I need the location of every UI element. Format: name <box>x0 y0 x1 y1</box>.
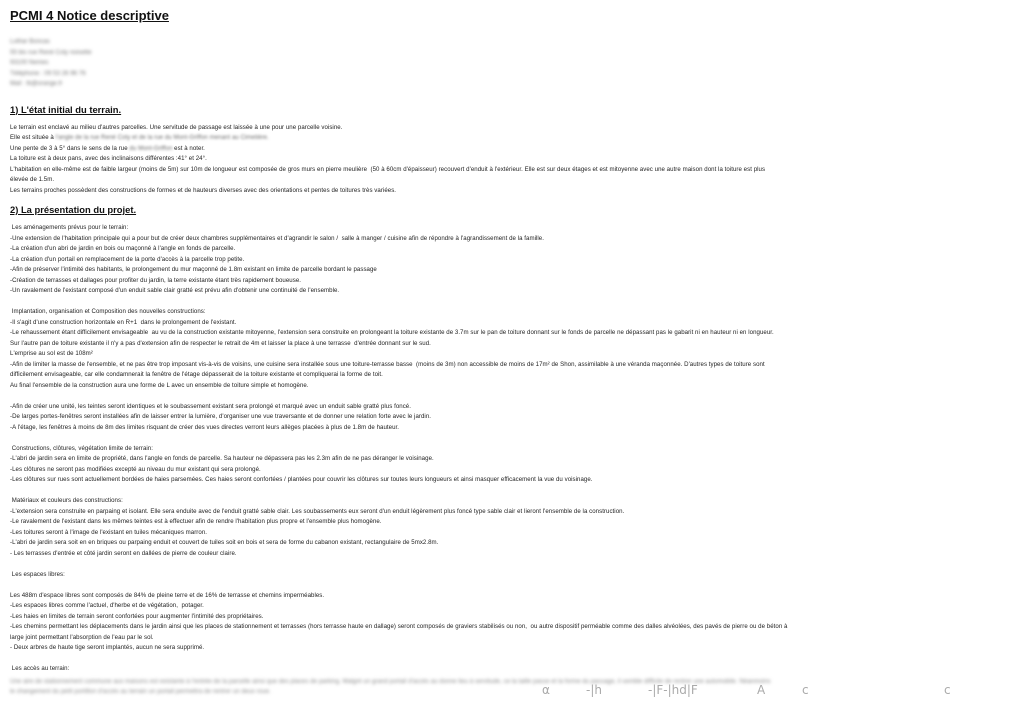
paragraph-line: -Les clôtures ne seront pas modifiées excepté au niveau du mur existant qui sera prolongé. <box>10 465 261 473</box>
paragraph-line: - Les terrasses d'entrée et côté jardin seront en dallées de pierre de couleur claire. <box>10 549 237 557</box>
paragraph-line: Les aménagements prévus pour le terrain: <box>10 224 129 231</box>
document-title: PCMI 4 Notice descriptive <box>10 8 169 23</box>
address-line: 55 bis rue René Coty noisette <box>10 48 92 56</box>
paragraph-line: -Les clôtures sur rues sont actuellement bordées de haies parsemées. Ces haies seront confortées / plantées pour couvrir les clôtures sur toutes leurs longueurs et ainsi masquer efficacement la vue du voisinage. <box>10 476 593 483</box>
paragraph-line: - Deux arbres de haute tige seront implantés, aucun ne sera supprimé. <box>10 644 205 651</box>
paragraph-line: -A l'étage, les fenêtres à moins de 8m des limites risquant de créer des vues directes verront leurs allèges placées à plus de 1.8m de hauteur. <box>10 423 400 431</box>
address-line: 93100 Nemes <box>10 59 49 66</box>
paragraph-line: -Afin de préserver l'intimité des habitants, le prolongement du mur maçonné de 1.8m existant en limite de parcelle bordant le passage <box>10 266 377 273</box>
paragraph-line: -Les chemins permettant les déplacements dans le jardin ainsi que les places de stationnement et terrasses (hors terrasse haute en dallage) seront composés de graviers stabilisés ou non, ou autre dispositif perméable comme des dalles alvéolées, des pavés de pierre ou de béton à <box>10 623 788 630</box>
paragraph-line-slope: Une pente de 3 à 5° dans le sens de la rue du Mont-Griffon est à noter. <box>10 144 1006 155</box>
paragraph-line: -Afin de limiter la masse de l'ensemble, et ne pas être trop imposant vis-à-vis de voisins, une cuisine sera installée sous une toiture-terrasse basse (moins de 3m) non accessible de moins de 17m² de Shon, assimilable à une véranda maçonnée. D'autres types de toiture sont <box>10 360 765 368</box>
paragraph-line: Les espaces libres: <box>10 570 65 578</box>
paragraph-gap <box>10 297 1006 308</box>
paragraph-line: -L'extension sera construite en parpaing et isolant. Elle sera enduite avec de l'enduit gratté sable clair. Les soubassements eux seront d'un enduit légèrement plus foncé type sable clair et lieront l'ensemble de la construction. <box>10 507 625 515</box>
paragraph-line: -L'abri de jardin sera soit en en briques ou parpaing enduit et couvert de tuiles soit en bois et sera de forme du cabanon existant, rectangulaire de 5mx2.8m. <box>10 539 439 546</box>
paragraph-line: L'emprise au sol est de 108m² <box>10 350 93 357</box>
blurred-line: le changement du petit portillon d'accès au terrain un portail permettra de rentrer un deux roue. <box>10 688 271 695</box>
paragraph-line: -Le rehaussement étant difficilement envisageable au vu de la construction existante mitoyenne, l'extension sera construite en prolongeant la toiture existante de 3.7m sur le pan de toiture donnant sur le fonds de parcelle ne dépassant pas le gabarit ni en hauteur ni en longueur. <box>10 329 774 336</box>
blurred-line: Une aire de stationnement commune aux maisons est existante à l'entrée de la parcelle ainsi que des places de parking. Malgré un grand portail d'accès au donne lieu à servitude, ce la taille passe et la forme du passage, il semble difficile de rentrer une automobile. Néanmoins <box>10 677 771 685</box>
paragraph-line: -Il s'agit d'une construction horizontale en R+1 dans le prolongement de l'existant. <box>10 318 237 326</box>
document-page <box>10 8 1006 698</box>
blurred-footer <box>10 677 1006 698</box>
paragraph-line: -La création d'un abri de jardin en bois ou maçonné à l'angle en fonds de parcelle. <box>10 245 236 252</box>
paragraph-line: Sur l'autre pan de toiture existante il n'y a pas d'extension afin de respecter le retrait de 4m et laisser la place à une terrasse d'entrée donnant sur le sud. <box>10 339 431 347</box>
overlay-glyph: c <box>944 683 951 697</box>
paragraph-line: -Les espaces libres comme l'actuel, d'herbe et de végétation, potager. <box>10 602 204 609</box>
paragraph-line: élevée de 1.5m. <box>10 176 55 183</box>
paragraph-line: L'habitation en elle-même est de faible largeur (moins de 5m) sur 10m de longueur est composée de gros murs en pierre meulière (50 à 60cm d'épaisseur) recouvert d'enduit à l'extérieur. Elle est sur deux étages et est mitoyenne avec une autre maison dont la toiture est plus <box>10 165 766 173</box>
paragraph-line: La toiture est à deux pans, avec des inclinaisons différentes :41° et 24°. <box>10 155 207 162</box>
paragraph-line: -Création de terrasses et dallages pour profiter du jardin, la terre existante étant très rapidement boueuse. <box>10 276 301 284</box>
paragraph-line-location <box>10 133 1006 144</box>
overlay-glyph: A <box>757 683 766 697</box>
paragraph-line-text: Une pente de 3 à 5° dans le sens de la rue <box>10 144 128 152</box>
address-line: Téléphone : 09 53 26 96 76 <box>10 69 86 77</box>
redacted-location: l'angle de la rue René Coty et de la rue du Mont-Griffon menant au Cimetière. <box>55 134 269 141</box>
paragraph-line: difficilement envisageable, car elle condamnerait la fenêtre de l'étage dépasserait de la toiture existante et compliquerai la forme de toit. <box>10 371 383 378</box>
paragraph-line: Les 488m d'espace libres sont composés de 84% de pleine terre et de 16% de terrasse et chemins imperméables. <box>10 591 325 599</box>
paragraph-gap <box>10 391 1006 402</box>
paragraph-line: -Afin de créer une unité, les teintes seront identiques et le soubassement existant sera prolongé et marqué avec un enduit sable gratté plus foncé. <box>10 402 411 410</box>
paragraph-line: large joint permettant l'absorption de l'eau par le sol. <box>10 633 154 641</box>
paragraph-line: -Une extension de l'habitation principale qui a pour but de créer deux chambres supplémentaires et d'agrandir le salon / salle à manger / cuisine afin de répondre à l'agrandissement de la famille. <box>10 234 544 242</box>
section-project-body <box>10 223 1006 675</box>
paragraph-line-text: Elle est située à <box>10 134 54 141</box>
redacted-street: du Mont-Griffon <box>129 144 173 152</box>
address-block <box>10 37 1006 90</box>
section-heading-initial-state: 1) L'état initial du terrain. <box>10 103 122 115</box>
paragraph-line: Au final l'ensemble de la construction aura une forme de L avec un ensemble de toiture simple et homogène. <box>10 381 309 389</box>
paragraph-line: Les terrains proches possèdent des constructions de formes et de hauteurs diverses avec des orientations et pentes de toitures très variées. <box>10 186 397 194</box>
section-initial-state-body <box>10 123 1006 197</box>
section-heading-project: 2) La présentation du projet. <box>10 204 137 215</box>
paragraph-line: Les accès au terrain: <box>10 665 70 672</box>
paragraph-gap <box>10 654 1006 665</box>
paragraph-line: -Les haies en limites de terrain seront confortées pour augmenter l'intimité des propriétaires. <box>10 612 264 620</box>
address-line: Mail : lb@orange.fr <box>10 80 63 87</box>
paragraph-gap <box>10 486 1006 497</box>
paragraph-gap <box>10 580 1006 591</box>
paragraph-line: -Le ravalement de l'existant dans les mêmes teintes est à effectuer afin de rendre l'habitation plus propre et l'ensemble plus homogène. <box>10 518 382 525</box>
address-line: Lothar Boncas <box>10 38 50 45</box>
paragraph-line: -Un ravalement de l'existant composé d'un enduit sable clair gratté est prévu afin d'obtenir une continuité de l'ensemble. <box>10 287 340 294</box>
paragraph-line: Le terrain est enclavé au milieu d'autres parcelles. Une servitude de passage est laissée à une pour une parcelle voisine. <box>10 123 343 131</box>
overlay-glyph: c <box>802 683 809 697</box>
overlay-glyph: -|h <box>586 683 602 697</box>
paragraph-line: Implantation, organisation et Composition des nouvelles constructions: <box>10 308 206 315</box>
paragraph-line: -La création d'un portail en remplacement de la porte d'accès à la parcelle trop petite. <box>10 255 245 263</box>
overlay-glyph: -|F-|hd|F <box>648 683 698 697</box>
paragraph-line: -De larges portes-fenêtres seront installées afin de laisser entrer la lumière, d'organiser une vue traversante et de donner une relation forte avec le jardin. <box>10 413 432 420</box>
paragraph-line: -L'abri de jardin sera en limite de propriété, dans l'angle en fonds de parcelle. Sa hauteur ne dépassera pas les 2.3m afin de ne pas déranger le voisinage. <box>10 455 434 462</box>
paragraph-line: Matériaux et couleurs des constructions: <box>10 497 123 504</box>
paragraph-gap <box>10 559 1006 570</box>
paragraph-gap <box>10 433 1006 444</box>
overlay-glyph: α <box>542 683 550 697</box>
paragraph-line: Constructions, clôtures, végétation limite de terrain: <box>10 444 153 452</box>
paragraph-line: -Les toitures seront à l'image de l'existant en tuiles mécaniques marron. <box>10 528 208 536</box>
